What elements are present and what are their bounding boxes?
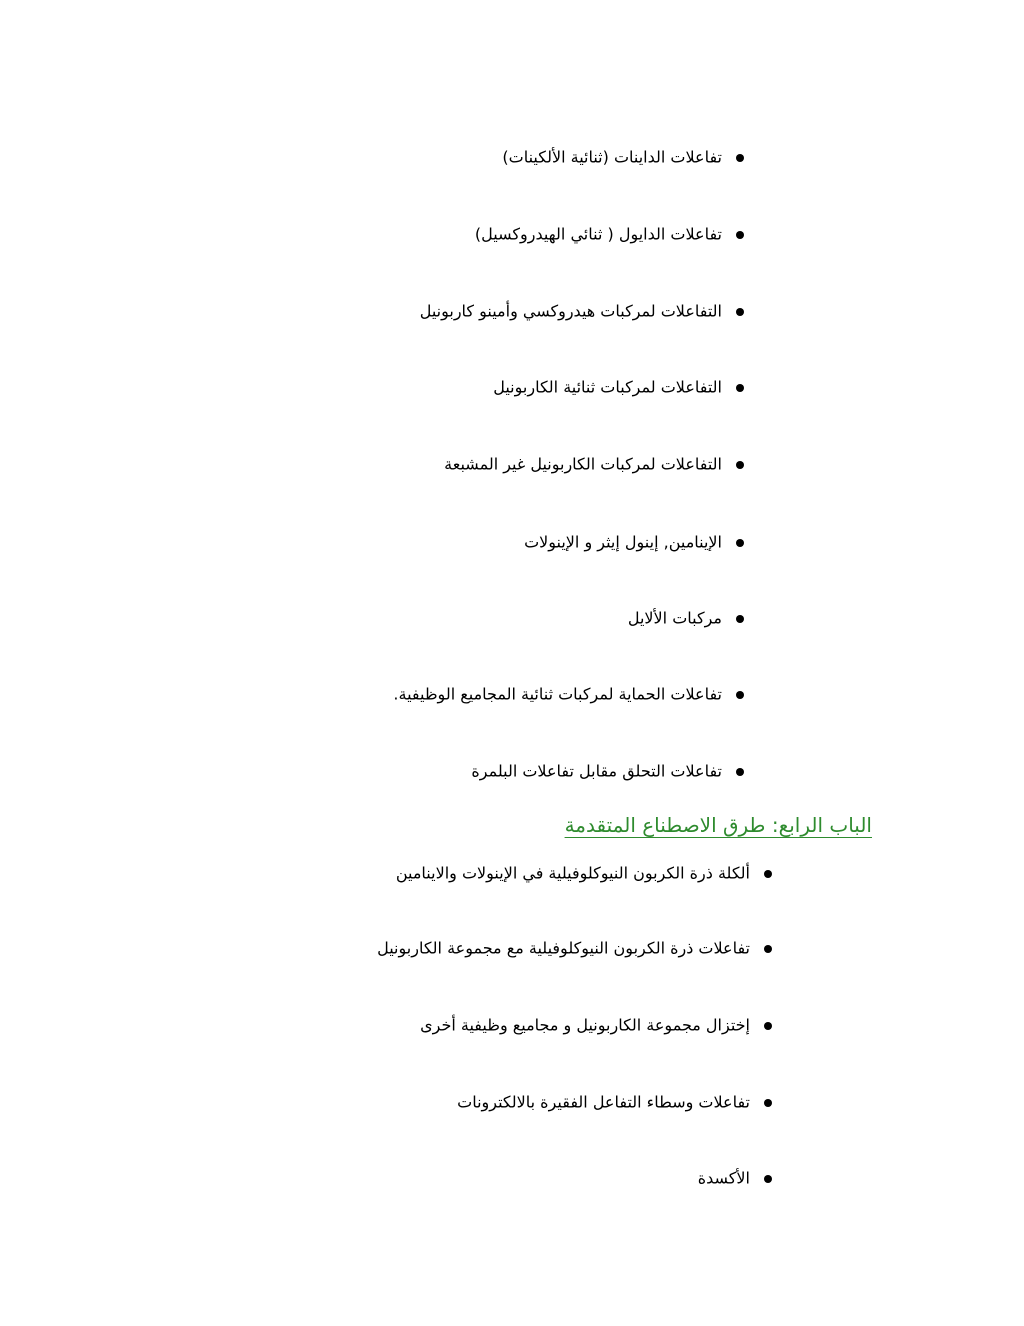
bullet-icon xyxy=(736,154,744,162)
list-item-text: تفاعلات الداينات (ثنائية الألكينات) xyxy=(502,147,722,167)
list-item xyxy=(502,147,744,168)
list-item xyxy=(628,608,744,629)
bullet-icon xyxy=(736,768,744,776)
bullet-icon xyxy=(736,615,744,623)
list-item xyxy=(377,938,772,959)
list-item xyxy=(393,684,744,705)
chapter-heading: الباب الرابع: طرق الاصطناع المتقدمة xyxy=(564,813,872,837)
list-item-text: التفاعلات لمركبات الكاربونيل غير المشبعة xyxy=(444,454,722,474)
list-item-text: الإينامين, إينول إيثر و الإينولات xyxy=(524,532,722,552)
list-item-text: تفاعلات ذرة الكربون النيوكلوفيلية مع مجموعة الكاربونيل xyxy=(377,938,750,958)
list-item-text: تفاعلات الدايول ( ثنائي الهيدروكسيل) xyxy=(474,224,722,244)
list-item xyxy=(493,377,744,398)
list-item-text: إختزال مجموعة الكاربونيل و مجاميع وظيفية أخرى xyxy=(420,1015,750,1035)
bullet-icon xyxy=(736,461,744,469)
list-item xyxy=(420,301,744,322)
list-item-text: مركبات الألايل xyxy=(627,608,722,628)
bullet-icon xyxy=(764,1099,772,1107)
list-item-text: تفاعلات الحماية لمركبات ثنائية المجاميع الوظيفية. xyxy=(393,684,722,704)
list-item xyxy=(444,454,744,475)
bullet-icon xyxy=(736,384,744,392)
bullet-icon xyxy=(764,1175,772,1183)
list-item-text: ألكلة ذرة الكربون النيوكلوفيلية في الإينولات والاينامين xyxy=(395,863,750,883)
list-item xyxy=(396,863,772,884)
list-item xyxy=(524,532,744,553)
list-item xyxy=(457,1092,772,1113)
bullet-icon xyxy=(764,1022,772,1030)
bullet-icon xyxy=(764,945,772,953)
list-item xyxy=(698,1168,772,1189)
list-item-text: التفاعلات لمركبات هيدروكسي وأمينو كاربونيل xyxy=(419,301,722,321)
list-item xyxy=(475,224,744,245)
bullet-icon xyxy=(736,539,744,547)
bullet-icon xyxy=(736,308,744,316)
list-item-text: التفاعلات لمركبات ثنائية الكاربونيل xyxy=(493,377,722,397)
bullet-icon xyxy=(736,231,744,239)
bullet-icon xyxy=(736,691,744,699)
list-item xyxy=(471,761,744,782)
list-item-text: الأكسدة xyxy=(697,1168,750,1188)
list-item-text: تفاعلات التحلق مقابل تفاعلات البلمرة xyxy=(471,761,722,781)
bullet-icon xyxy=(764,870,772,878)
list-item-text: تفاعلات وسطاء التفاعل الفقيرة بالالكترونات xyxy=(457,1092,750,1112)
list-item xyxy=(420,1015,772,1036)
